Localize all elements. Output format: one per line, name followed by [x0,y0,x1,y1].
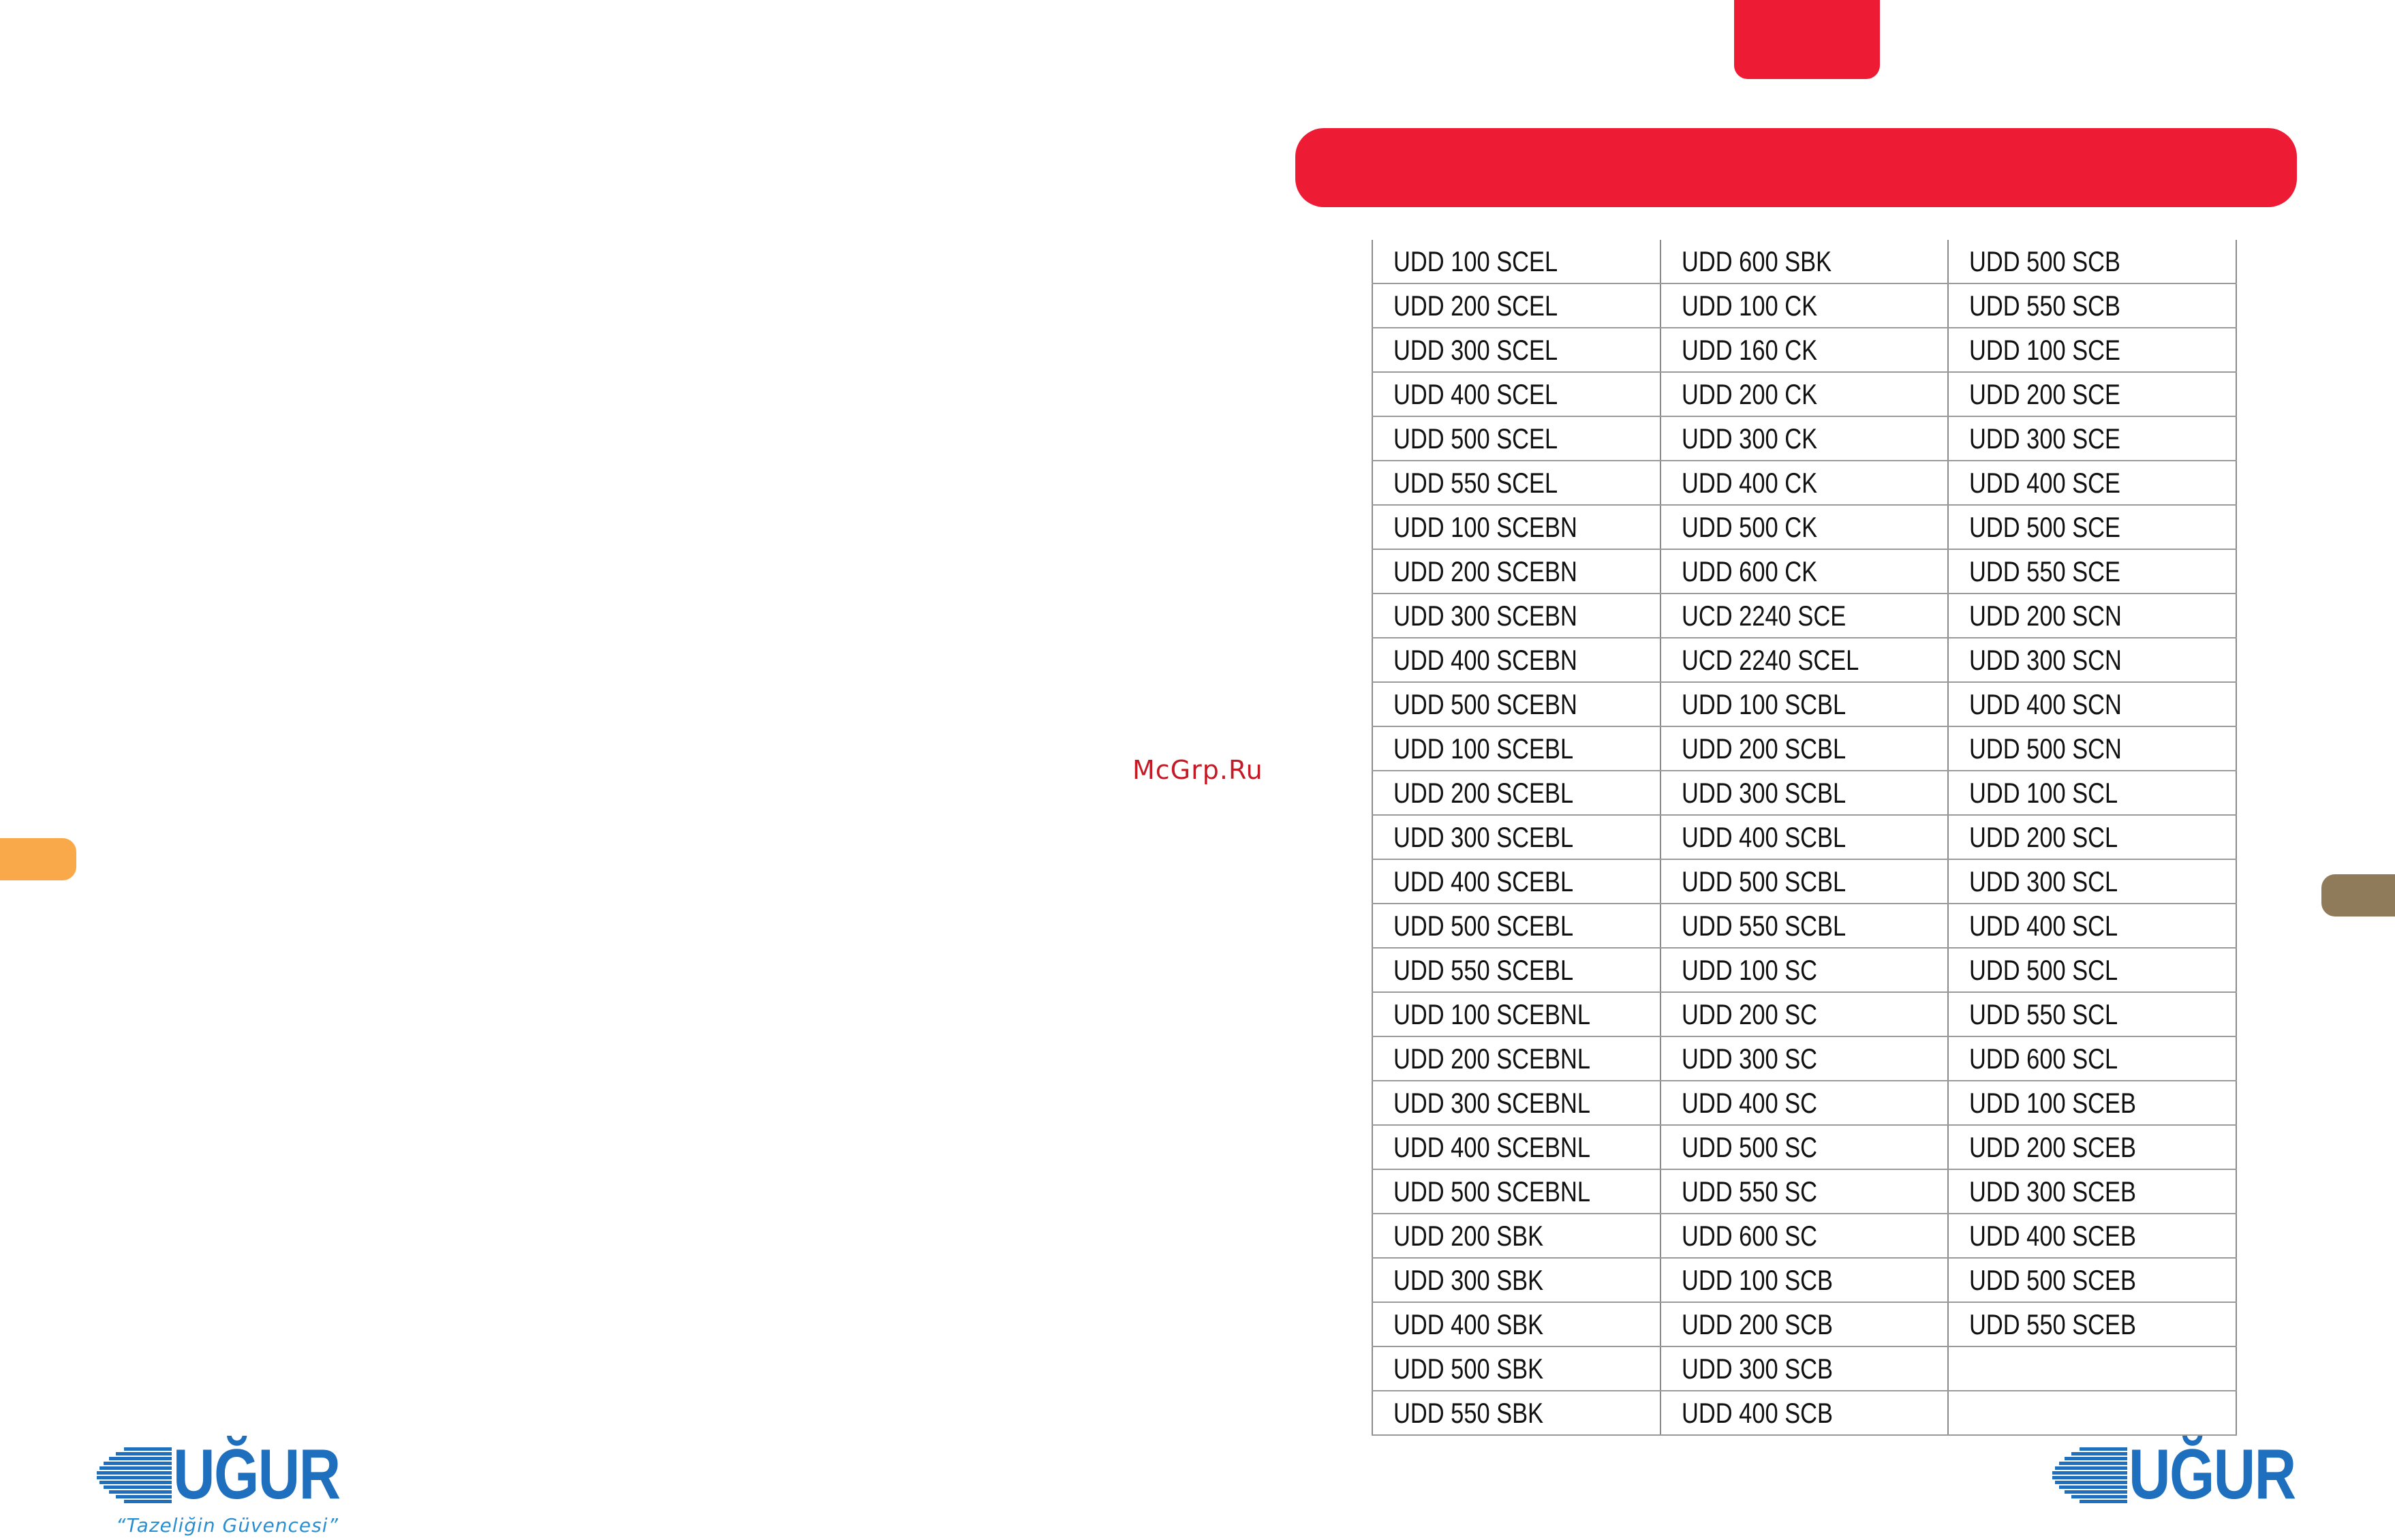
model-cell [1372,594,1660,638]
model-code: UDD 300 SCEBNL [1393,1086,1591,1119]
model-code: UDD 200 SCEL [1393,289,1558,322]
model-cell [1660,1258,1948,1302]
model-code: UCD 2240 SCEL [1682,643,1859,676]
model-code: UDD 500 SC [1682,1130,1818,1163]
table-row [1372,1125,2236,1169]
model-code: UDD 100 SCEBL [1393,732,1574,765]
model-code: UDD 400 SCE [1969,466,2121,499]
model-code: UDD 500 SCL [1969,953,2118,986]
table-row [1372,1214,2236,1258]
model-cell [1948,1214,2236,1258]
model-cell [1948,1125,2236,1169]
model-cell [1372,416,1660,461]
model-cell [1948,549,2236,594]
model-cell [1372,1125,1660,1169]
model-cell [1948,726,2236,771]
model-code: UDD 500 SBK [1393,1352,1544,1385]
model-cell [1660,240,1948,283]
model-code: UDD 500 SCEBL [1393,909,1574,942]
model-cell [1948,638,2236,682]
model-cell [1660,992,1948,1036]
model-cell [1660,461,1948,505]
model-cell [1372,1214,1660,1258]
model-cell [1948,1036,2236,1081]
model-code: UDD 200 SCEBL [1393,776,1574,809]
model-cell [1660,549,1948,594]
model-cell [1660,1346,1948,1391]
model-cell [1948,416,2236,461]
table-row [1372,372,2236,416]
model-code: UDD 200 SC [1682,998,1818,1030]
model-cell [1660,1214,1948,1258]
model-code: UDD 600 SBK [1682,245,1832,277]
model-code: UDD 500 SCE [1969,510,2121,543]
model-cell [1660,904,1948,948]
model-code: UDD 200 SCL [1969,820,2118,853]
model-cell [1660,594,1948,638]
model-cell [1660,638,1948,682]
model-list-table [1372,240,2237,1436]
model-code: UDD 400 SCEBNL [1393,1130,1591,1163]
model-code: UDD 200 SCBL [1682,732,1847,765]
model-code: UDD 300 SCN [1969,643,2122,676]
table-row [1372,1081,2236,1125]
model-cell [1948,240,2236,283]
red-header-tab [1734,0,1880,79]
model-code: UDD 300 SCB [1682,1352,1834,1385]
model-code: UDD 550 SCEL [1393,466,1558,499]
model-code: UDD 100 SCEB [1969,1086,2137,1119]
model-code: UDD 200 SCB [1682,1308,1834,1340]
model-code: UDD 100 SC [1682,953,1818,986]
table-row [1372,904,2236,948]
model-cell [1660,416,1948,461]
table-row [1372,240,2236,283]
table-row [1372,815,2236,859]
model-code: UDD 300 SCEBL [1393,820,1574,853]
model-code: UDD 550 SCB [1969,289,2121,322]
model-cell [1372,1169,1660,1214]
table-row [1372,1391,2236,1435]
model-cell [1948,1258,2236,1302]
model-code: UDD 400 SCEB [1969,1219,2137,1252]
brand-name: UĞUR [173,1435,340,1514]
model-cell [1660,1169,1948,1214]
model-code: UDD 400 SC [1682,1086,1818,1119]
model-cell [1948,771,2236,815]
table-row [1372,594,2236,638]
model-cell [1372,992,1660,1036]
model-code: UDD 200 SCEBNL [1393,1042,1591,1075]
model-cell [1948,594,2236,638]
model-code: UDD 160 CK [1682,333,1818,366]
model-code: UDD 600 SC [1682,1219,1818,1252]
model-cell [1948,1391,2236,1435]
model-code: UDD 600 SCL [1969,1042,2118,1075]
model-code: UDD 200 SCN [1969,599,2122,632]
model-code: UDD 500 SCB [1969,245,2121,277]
model-code: UDD 300 CK [1682,422,1818,455]
model-cell [1948,461,2236,505]
model-cell [1660,726,1948,771]
table-row [1372,416,2236,461]
model-cell [1948,859,2236,904]
model-code: UDD 400 SCEL [1393,378,1558,410]
model-cell [1372,328,1660,372]
table-row [1372,948,2236,992]
brand-name: UĞUR [2129,1435,2296,1514]
model-code: UDD 300 SBK [1393,1263,1544,1296]
brown-side-tab [2321,874,2395,917]
model-code: UDD 550 SCEBL [1393,953,1574,986]
model-code: UDD 500 SCN [1969,732,2122,765]
model-cell [1948,372,2236,416]
model-cell [1372,859,1660,904]
model-cell [1660,682,1948,726]
model-code: UDD 100 CK [1682,289,1818,322]
model-cell [1948,948,2236,992]
model-cell [1372,461,1660,505]
model-cell [1372,726,1660,771]
table-row [1372,992,2236,1036]
model-cell [1660,859,1948,904]
model-code: UDD 300 SCE [1969,422,2121,455]
model-cell [1948,682,2236,726]
model-cell [1372,948,1660,992]
model-cell [1660,1081,1948,1125]
model-code: UDD 500 SCEBN [1393,688,1577,720]
model-cell [1660,815,1948,859]
model-code: UDD 200 SCEB [1969,1130,2137,1163]
model-code: UDD 300 SCEBN [1393,599,1577,632]
model-cell [1372,1081,1660,1125]
model-code: UDD 550 SCEB [1969,1308,2137,1340]
model-code: UDD 100 SCB [1682,1263,1834,1296]
model-cell [1372,549,1660,594]
model-code: UDD 400 SCEBL [1393,865,1574,897]
model-cell [1660,1302,1948,1346]
model-code: UDD 300 SCL [1969,865,2118,897]
model-code: UDD 200 SCEBN [1393,555,1577,587]
table-row [1372,859,2236,904]
table-row [1372,638,2236,682]
model-code: UDD 550 SC [1682,1175,1818,1207]
model-code: UDD 500 CK [1682,510,1818,543]
model-code: UDD 500 SCEB [1969,1263,2137,1296]
model-cell [1948,815,2236,859]
model-code: UDD 400 SCN [1969,688,2122,720]
orange-side-tab [0,838,76,880]
table-row [1372,1169,2236,1214]
model-code: UDD 400 SCB [1682,1396,1834,1429]
model-cell [1660,1125,1948,1169]
model-cell [1660,283,1948,328]
model-code: UDD 500 SCBL [1682,865,1847,897]
model-code: UCD 2240 SCE [1682,599,1847,632]
red-title-bar [1295,128,2297,207]
table-row [1372,771,2236,815]
model-code: UDD 300 SCEL [1393,333,1558,366]
model-code: UDD 600 CK [1682,555,1818,587]
model-cell [1372,240,1660,283]
table-row [1372,461,2236,505]
model-code: UDD 300 SCEB [1969,1175,2137,1207]
model-cell [1948,904,2236,948]
table-row [1372,682,2236,726]
model-cell [1372,904,1660,948]
model-code: UDD 100 SCEBNL [1393,998,1591,1030]
table-row [1372,328,2236,372]
table-row [1372,505,2236,549]
logo-stripes-icon [97,1447,172,1506]
model-cell [1660,1036,1948,1081]
model-cell [1372,372,1660,416]
model-cell [1948,1081,2236,1125]
model-cell [1660,328,1948,372]
model-cell [1660,1391,1948,1435]
brand-slogan: “Tazeliğin Güvencesi” [116,1514,339,1537]
model-code: UDD 300 SCBL [1682,776,1847,809]
model-code: UDD 400 SCBL [1682,820,1847,853]
model-cell [1660,771,1948,815]
model-cell [1948,1302,2236,1346]
model-cell [1948,992,2236,1036]
table-row [1372,283,2236,328]
model-code: UDD 500 SCEL [1393,422,1558,455]
model-cell [1660,505,1948,549]
model-code: UDD 500 SCEBNL [1393,1175,1591,1207]
model-code: UDD 200 SBK [1393,1219,1544,1252]
model-cell [1372,638,1660,682]
model-code: UDD 200 CK [1682,378,1818,410]
model-code: UDD 200 SCE [1969,378,2121,410]
model-code: UDD 400 SCL [1969,909,2118,942]
model-cell [1372,771,1660,815]
model-cell [1372,682,1660,726]
model-cell [1372,505,1660,549]
table-row [1372,1036,2236,1081]
model-cell [1372,1302,1660,1346]
model-code: UDD 550 SCBL [1682,909,1847,942]
model-cell [1372,1036,1660,1081]
model-cell [1948,328,2236,372]
model-cell [1948,1346,2236,1391]
model-cell [1948,283,2236,328]
model-code: UDD 550 SCL [1969,998,2118,1030]
model-cell [1372,1258,1660,1302]
table-row [1372,726,2236,771]
table-row [1372,1302,2236,1346]
model-cell [1372,1346,1660,1391]
model-cell [1660,372,1948,416]
model-cell [1660,948,1948,992]
model-code: UDD 400 CK [1682,466,1818,499]
model-code: UDD 550 SBK [1393,1396,1544,1429]
logo-stripes-icon [2052,1447,2127,1506]
model-code: UDD 100 SCL [1969,776,2118,809]
model-cell [1948,505,2236,549]
model-cell [1372,1391,1660,1435]
model-cell [1948,1169,2236,1214]
model-code: UDD 550 SCE [1969,555,2121,587]
table-row [1372,549,2236,594]
model-code: UDD 100 SCEBN [1393,510,1577,543]
table-row [1372,1346,2236,1391]
model-code: UDD 100 SCE [1969,333,2121,366]
model-code: UDD 100 SCBL [1682,688,1847,720]
model-code: UDD 300 SC [1682,1042,1818,1075]
model-code: UDD 400 SCEBN [1393,643,1577,676]
model-cell [1372,283,1660,328]
model-code: UDD 400 SBK [1393,1308,1544,1340]
model-code: UDD 100 SCEL [1393,245,1558,277]
table-row [1372,1258,2236,1302]
watermark-text: McGrp.Ru [1132,755,1263,785]
model-cell [1372,815,1660,859]
